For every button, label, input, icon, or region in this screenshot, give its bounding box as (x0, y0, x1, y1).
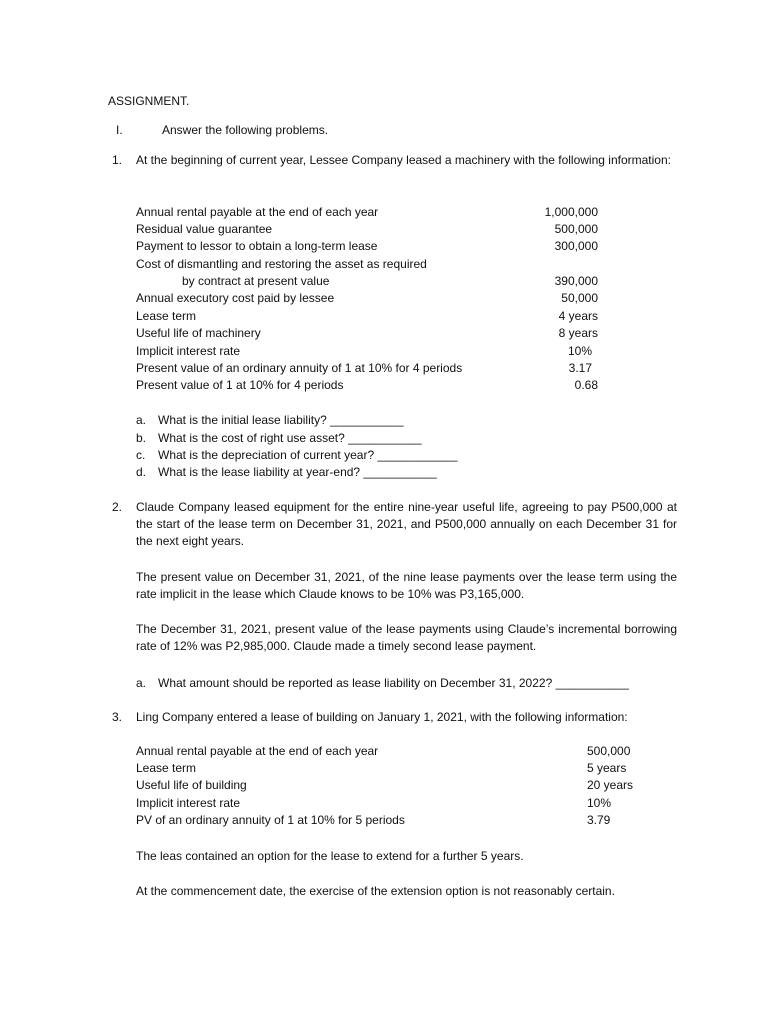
info-label: Useful life of machinery (136, 326, 261, 340)
info-label: Annual rental payable at the end of each year (136, 744, 379, 758)
info-label: Present value of an ordinary annuity of 1 at 10% for 4 periods (136, 361, 463, 375)
question-letter: b. (136, 431, 147, 445)
question-text: What is the lease liability at year-end? ___________ (158, 465, 437, 479)
info-value: 5 years (587, 761, 627, 775)
info-label: PV of an ordinary annuity of 1 at 10% for 5 periods (136, 813, 405, 827)
info-value: 10% (567, 344, 592, 358)
problem-2-paragraph-2: The present value on December 31, 2021, of the nine lease payments over the lease term using the rate implicit in the lease which Claude knows to be 10% was P3,165,000. (136, 570, 677, 601)
section-instruction: Answer the following problems. (162, 123, 329, 137)
info-value: 1,000,000 (544, 205, 598, 219)
question-letter: a. (136, 676, 147, 690)
info-label: Cost of dismantling and restoring the asset as required (136, 257, 427, 271)
info-value: 500,000 (554, 222, 598, 236)
info-value: 0.68 (574, 378, 598, 392)
info-label: Useful life of building (136, 778, 247, 792)
info-value: 300,000 (554, 239, 598, 253)
problem-2-number: 2. (112, 500, 123, 514)
question-text: What is the initial lease liability? ___________ (158, 413, 404, 427)
problem-3-paragraph-2: At the commencement date, the exercise of the extension option is not reasonably certain. (136, 884, 615, 898)
assignment-title: ASSIGNMENT. (108, 94, 190, 108)
info-label: Residual value guarantee (136, 222, 273, 236)
problem-2-paragraph-1: Claude Company leased equipment for the entire nine-year useful life, agreeing to pay P500,000 at the start of the lease term on December 31, 2021, and P500,000 annually on each December 31 for the next eight years. (136, 500, 677, 548)
question-text: What is the cost of right use asset? ___________ (158, 431, 422, 445)
problem-2-paragraph-3: The December 31, 2021, present value of the lease payments using Claude’s incremental borrowing rate of 12% was P2,985,000. Claude made a timely second lease payment. (136, 622, 677, 653)
info-value: 500,000 (587, 744, 631, 758)
info-label: Payment to lessor to obtain a long-term lease (136, 239, 378, 253)
info-value: 3.79 (587, 813, 611, 827)
info-value: 3.17 (568, 361, 592, 375)
problem-3-paragraph-1: The leas contained an option for the lease to extend for a further 5 years. (136, 849, 524, 863)
section-roman-numeral: I. (116, 123, 123, 137)
question-letter: a. (136, 413, 147, 427)
info-value: 20 years (587, 778, 634, 792)
info-label: Present value of 1 at 10% for 4 periods (136, 378, 344, 392)
info-value: 10% (587, 796, 612, 810)
info-label: Implicit interest rate (136, 796, 241, 810)
info-label: Annual rental payable at the end of each year (136, 205, 379, 219)
problem-1-intro: At the beginning of current year, Lessee Company leased a machinery with the following information: (136, 153, 671, 167)
info-value: 8 years (558, 326, 598, 340)
problem-1-number: 1. (112, 153, 123, 167)
problem-3-intro: Ling Company entered a lease of building on January 1, 2021, with the following information: (136, 710, 628, 724)
info-label: by contract at present value (182, 274, 330, 288)
question-text: What amount should be reported as lease liability on December 31, 2022? ___________ (158, 676, 629, 690)
question-letter: c. (136, 448, 146, 462)
question-text: What is the depreciation of current year? ____________ (158, 448, 458, 462)
info-value: 50,000 (561, 291, 598, 305)
problem-3-number: 3. (112, 710, 123, 724)
info-label: Lease term (136, 761, 197, 775)
info-label: Annual executory cost paid by lessee (136, 291, 335, 305)
info-label: Lease term (136, 309, 197, 323)
info-value: 390,000 (554, 274, 598, 288)
question-letter: d. (136, 465, 147, 479)
info-value: 4 years (558, 309, 598, 323)
info-label: Implicit interest rate (136, 344, 241, 358)
